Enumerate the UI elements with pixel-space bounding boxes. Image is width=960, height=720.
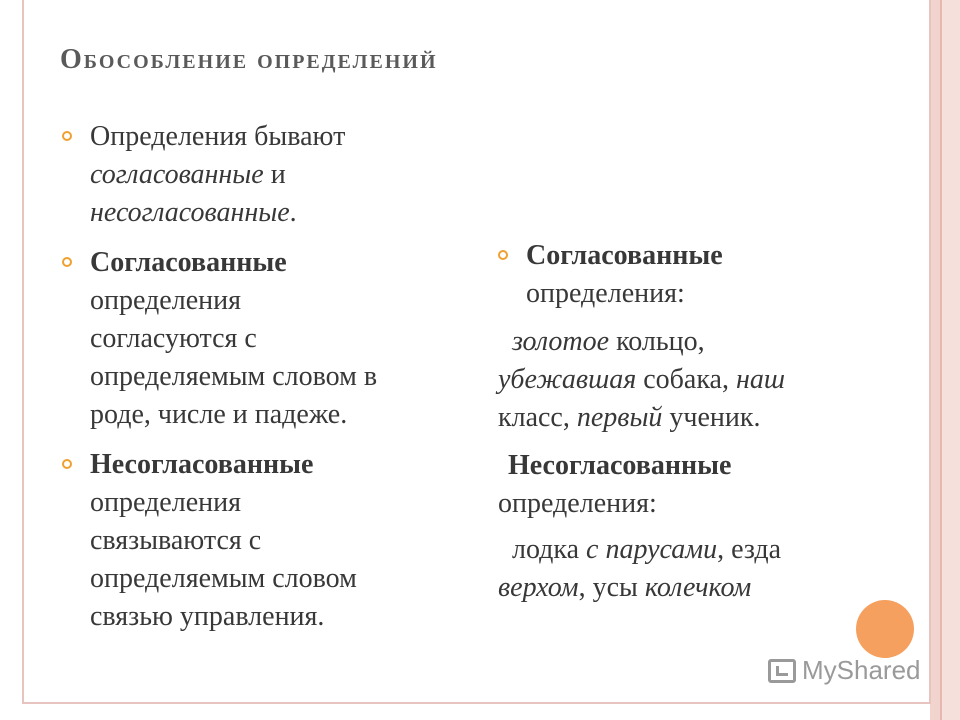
right-column: [498, 237, 908, 619]
side-decoration: [930, 0, 960, 720]
bullet-icon: [498, 250, 508, 260]
text: Согласованные: [90, 247, 287, 278]
text: согласуются с: [90, 323, 257, 354]
text: Определения бывают: [90, 121, 346, 152]
text: наш: [735, 364, 785, 395]
bullet-icon: [62, 459, 72, 469]
text: лодка: [512, 534, 587, 565]
text: , усы: [578, 572, 645, 603]
text: колечком: [644, 572, 752, 603]
text: и: [263, 159, 286, 190]
bullet-icon: [62, 257, 72, 267]
text: определения:: [526, 278, 685, 309]
text: ученик.: [662, 402, 761, 433]
decorative-circle: [856, 600, 914, 658]
bullet-agreed: [62, 244, 462, 434]
unagreed-block: [498, 447, 908, 523]
unagreed-examples: [498, 531, 908, 607]
text: роде, числе и падеже.: [90, 399, 348, 430]
text: .: [289, 197, 297, 228]
text: Согласованные: [526, 240, 723, 271]
bullet-unagreed: [62, 446, 462, 636]
text: золотое: [512, 326, 610, 357]
text: определяемым словом: [90, 563, 357, 594]
text: верхом: [498, 572, 579, 603]
text: определения: [90, 285, 241, 316]
text: определения: [90, 487, 241, 518]
text: связью управления.: [90, 601, 325, 632]
text: собака,: [636, 364, 736, 395]
text: с парусами: [586, 534, 718, 565]
text: связываются с: [90, 525, 262, 556]
agreed-examples: [498, 323, 908, 437]
watermark: [768, 655, 921, 686]
myshared-logo-icon: [768, 659, 796, 683]
text: кольцо,: [609, 326, 705, 357]
text: первый: [576, 402, 663, 433]
text: несогласованные: [90, 197, 290, 228]
bullet-types: [62, 118, 462, 232]
text: Несогласованные: [508, 450, 732, 481]
text: убежавшая: [498, 364, 637, 395]
text: класс,: [498, 402, 577, 433]
bullet-icon: [62, 131, 72, 141]
text: Несогласованные: [90, 449, 314, 480]
bullet-examples: [498, 237, 908, 607]
left-column: [62, 118, 462, 648]
text: , езда: [717, 534, 782, 565]
text: определения:: [498, 488, 657, 519]
watermark-text: MyShared: [802, 655, 921, 685]
text: согласованные: [90, 159, 264, 190]
slide-title: Обособление определений: [60, 44, 438, 75]
text: определяемым словом в: [90, 361, 378, 392]
